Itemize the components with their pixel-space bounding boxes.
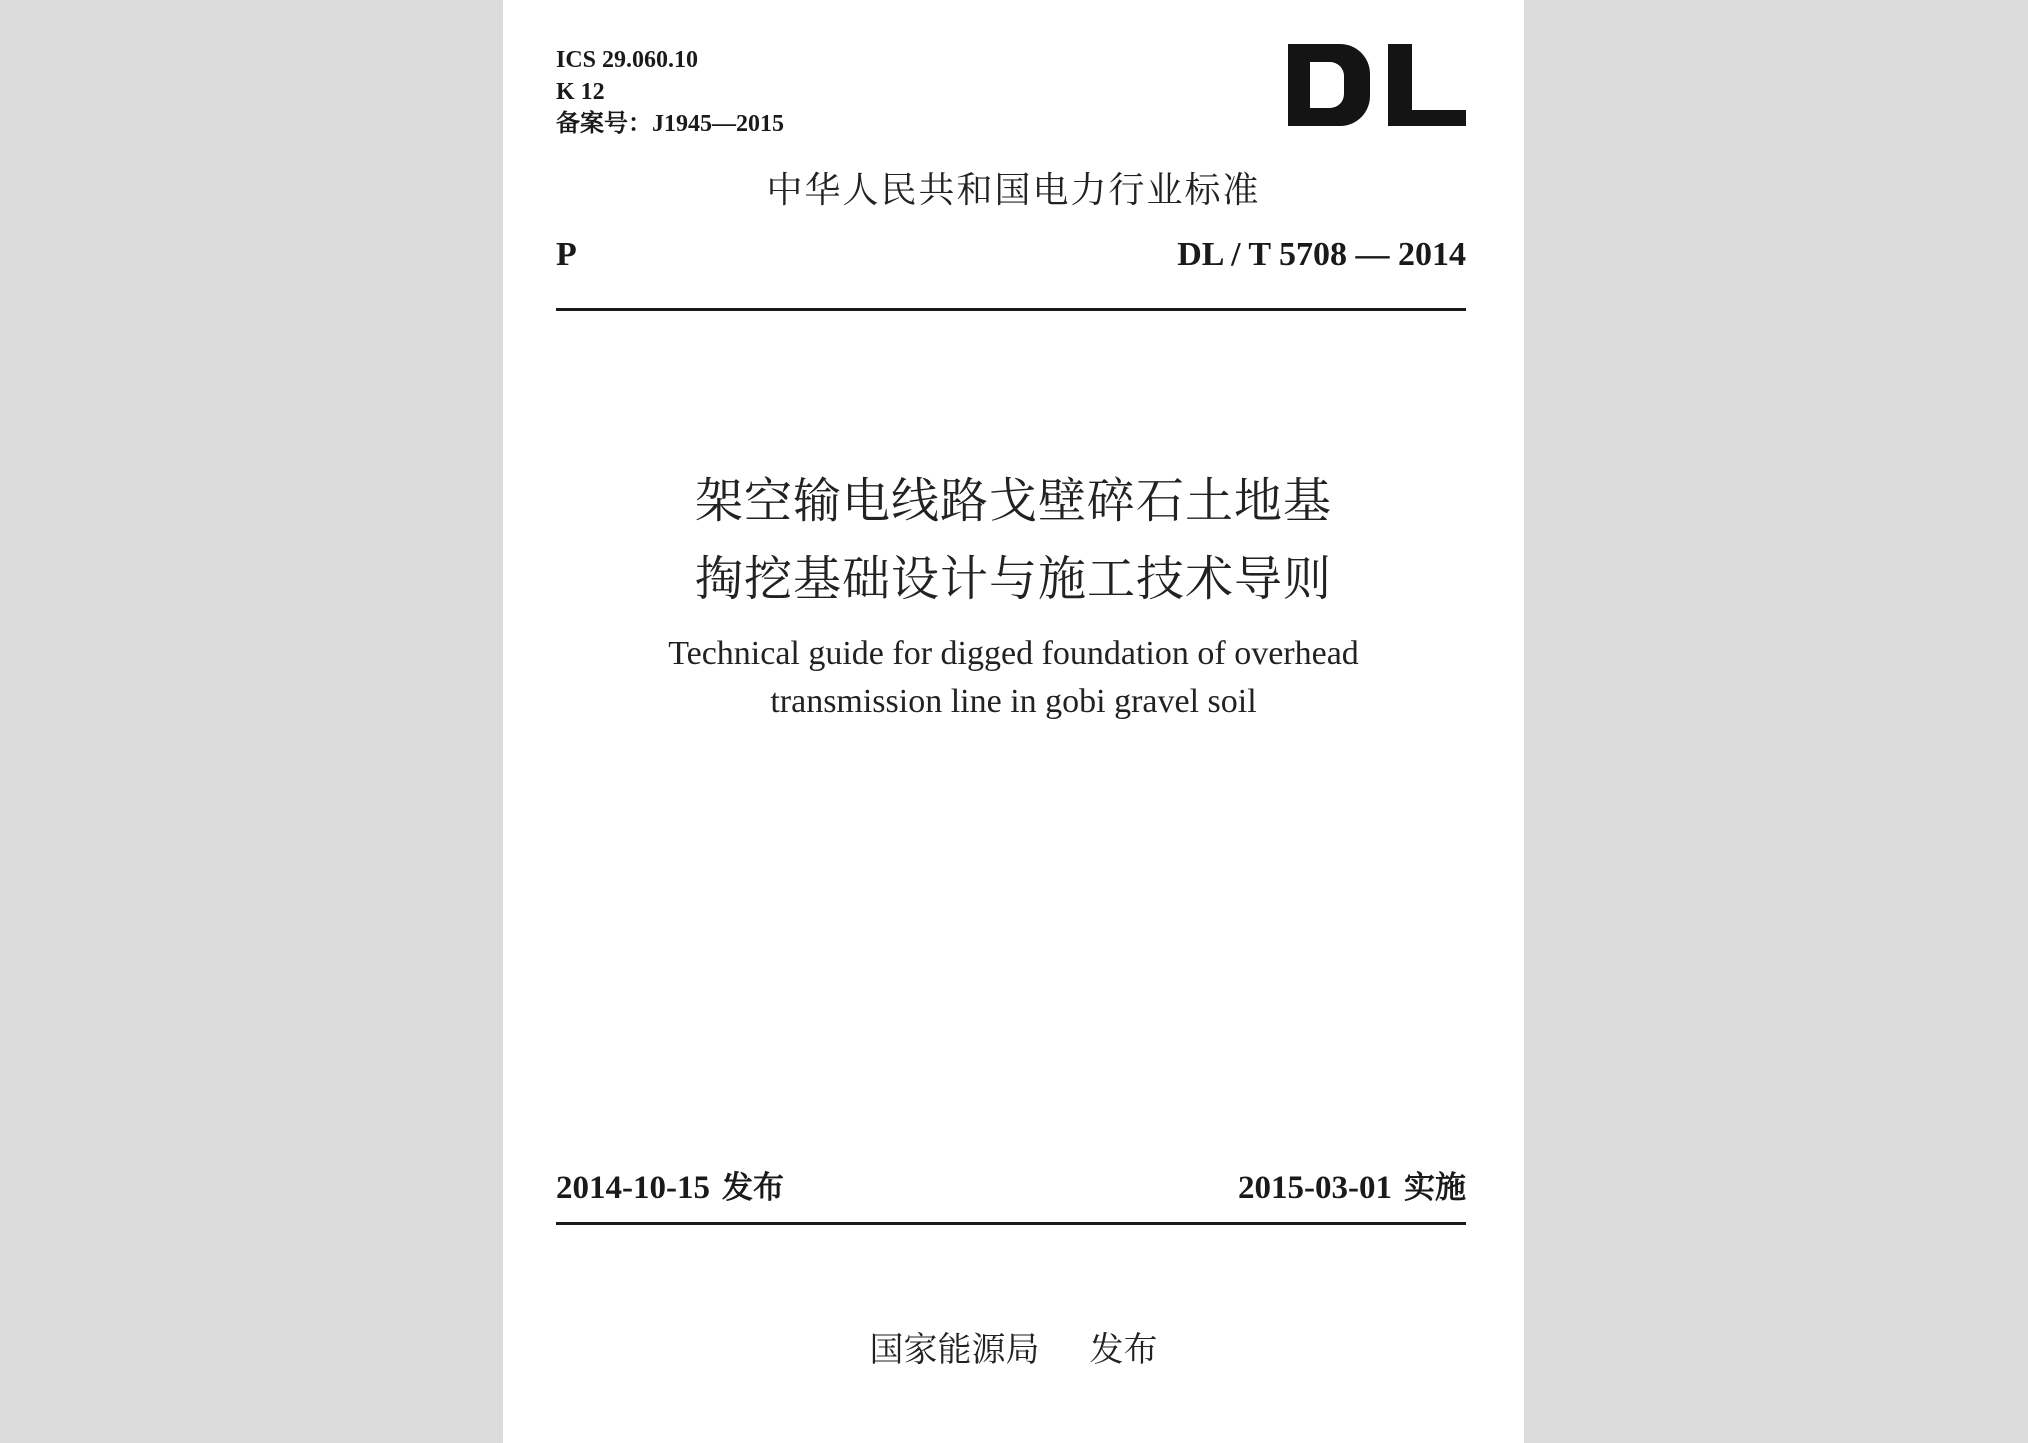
logo-letter-l-foot [1388, 110, 1466, 126]
title-chinese [503, 462, 1524, 618]
logo-letter-d [1288, 44, 1370, 126]
ics-code: ICS 29.060.10 [556, 47, 699, 73]
title-chinese-line-2: 掏挖基础设计与施工技术导则 [694, 551, 1332, 607]
implement-date-value: 2015-03-01 [1238, 1170, 1392, 1206]
publisher-label: 发布 [1089, 1330, 1158, 1370]
standard-number: DL / T 5708 — 2014 [1177, 236, 1466, 273]
bottom-divider [556, 1222, 1466, 1225]
title-english-line-2: transmission line in gobi gravel soil [770, 683, 1257, 720]
record-number: 备案号：J1945—2015 [556, 111, 784, 137]
dl-logo [1288, 44, 1466, 126]
implement-date-label: 实施 [1404, 1170, 1466, 1206]
publisher-name: 国家能源局 [869, 1330, 1040, 1370]
k-code: K 12 [556, 79, 605, 105]
title-english-line-1: Technical guide for digged foundation of overhead [668, 635, 1359, 672]
publisher-line [503, 1322, 1524, 1371]
issue-date [556, 1162, 784, 1207]
industry-standard-heading: 中华人民共和国电力行业标准 [766, 170, 1261, 211]
issue-date-value: 2014-10-15 [556, 1170, 710, 1206]
title-english [503, 630, 1524, 726]
classification-code: P [556, 236, 577, 273]
title-chinese-line-1: 架空输电线路戈壁碎石土地基 [694, 473, 1332, 529]
top-divider [556, 308, 1466, 311]
document-cover [503, 0, 1524, 1443]
standard-meta [556, 44, 784, 140]
implement-date [1238, 1162, 1466, 1207]
issue-date-label: 发布 [721, 1170, 784, 1206]
